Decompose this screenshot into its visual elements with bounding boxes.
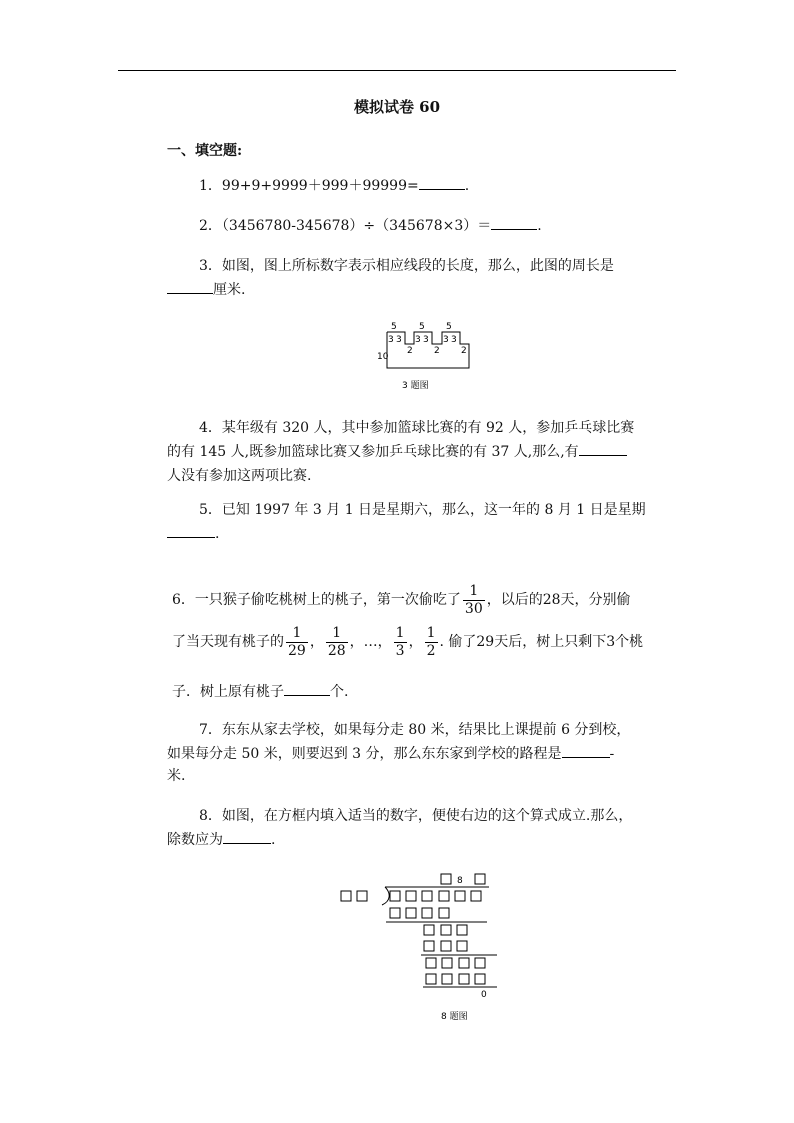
question-6-line-2	[172, 622, 643, 662]
q2-text: 2．（3456780-345678）÷（345678×3）＝	[199, 218, 492, 234]
q6-line1-a: 6．一只猴子偷吃桃树上的桃子，第一次偷吃了	[172, 592, 461, 608]
label-step-1c: 2	[407, 346, 413, 356]
question-7-line-1: 7．东东从家去学校，如果每分走 80 米，结果比上课提前 6 分到校，	[199, 722, 631, 738]
label-step-2b: 3	[423, 335, 429, 345]
quotient-box-1	[441, 874, 451, 884]
label-step-2c: 2	[434, 346, 440, 356]
answer-blank	[223, 829, 271, 844]
question-7-line-2	[167, 742, 614, 766]
q6-line3-b: 个.	[330, 684, 349, 700]
q6-sep3: ，	[408, 634, 423, 650]
answer-blank	[579, 441, 627, 456]
remainder-digit: 0	[481, 990, 487, 1000]
frac-den: 30	[464, 600, 483, 617]
figure-3-caption: 3 题图	[402, 381, 429, 391]
frac-den: 3	[395, 642, 405, 659]
q6-line3-a: 子．树上原有桃子	[172, 684, 284, 700]
frac-num: 1	[463, 583, 485, 601]
label-step-2a: 3	[415, 335, 421, 345]
label-top-3: 5	[446, 322, 452, 332]
q6-sep1: ，	[309, 634, 324, 650]
answer-blank	[562, 743, 610, 758]
label-top-1: 5	[391, 322, 397, 332]
label-top-2: 5	[419, 322, 425, 332]
q5-tail: .	[215, 526, 220, 542]
q3-tail: 厘米.	[213, 282, 246, 298]
frac-den: 29	[288, 642, 306, 659]
question-5-line-2	[167, 522, 219, 546]
question-6-line-3	[172, 680, 348, 704]
label-step-1b: 3	[396, 335, 402, 345]
figure-8-long-division	[335, 866, 510, 1026]
fraction-1-29	[286, 625, 308, 660]
q7-line2-text: 如果每分走 50 米，则要迟到 3 分，那么东东家到学校的路程是	[167, 746, 562, 762]
label-step-3c: 2	[461, 346, 467, 356]
answer-blank	[167, 279, 213, 294]
answer-blank	[167, 523, 215, 538]
q8-line2-text: 除数应为	[167, 832, 223, 848]
answer-blank	[284, 681, 330, 696]
question-3-line-2	[167, 278, 245, 302]
question-4-line-2	[167, 440, 627, 464]
q1-tail: .	[464, 178, 470, 194]
q6-sep2: ，…，	[349, 634, 392, 650]
question-4-line-3: 人没有参加这两项比赛.	[167, 468, 312, 484]
answer-blank	[419, 175, 465, 190]
fraction-1-30	[463, 583, 485, 618]
question-1	[199, 174, 469, 198]
question-7-line-3: 米.	[167, 768, 186, 784]
frac-num: 1	[395, 624, 405, 641]
question-2	[199, 214, 542, 238]
label-step-3b: 3	[451, 335, 457, 345]
label-left: 10	[377, 352, 389, 362]
section-heading: 一、填空题:	[167, 143, 243, 159]
fraction-1-3	[394, 625, 407, 660]
question-4-line-1: 4．某年级有 320 人，其中参加篮球比赛的有 92 人，参加乒乓球比赛	[199, 420, 635, 436]
question-5-line-1: 5．已知 1997 年 3 月 1 日是星期六，那么，这一年的 8 月 1 日是星期	[199, 502, 646, 518]
frac-den: 28	[327, 642, 346, 659]
q6-line1-b: ，以后的28天，分别偷	[486, 592, 631, 608]
divisor-box-1	[341, 891, 351, 901]
question-6-line-1	[172, 580, 631, 620]
figure-8-caption: 8 题图	[441, 1012, 468, 1022]
q6-line2-b: . 偷了29天后，树上只剩下3个桃	[439, 634, 644, 650]
top-rule	[118, 70, 676, 71]
quotient-box-3	[475, 874, 485, 884]
q4-line2-text: 的有 145 人,既参加篮球比赛又参加乒乓球比赛的有 37 人,那么,有	[167, 444, 579, 460]
q8-tail: .	[271, 832, 276, 848]
frac-num: 1	[326, 625, 348, 643]
question-8-line-2	[167, 828, 275, 852]
label-step-1a: 3	[388, 335, 394, 345]
q2-tail: .	[537, 218, 542, 234]
quotient-digit: 8	[457, 876, 463, 886]
figure-3-staircase	[360, 314, 480, 396]
frac-den: 2	[426, 642, 436, 659]
frac-num: 1	[286, 625, 308, 643]
answer-blank	[491, 215, 537, 230]
fraction-1-28	[326, 625, 348, 660]
page-title: 模拟试卷 60	[353, 98, 441, 116]
label-step-3a: 3	[443, 335, 449, 345]
q7-line2-tail: -	[609, 746, 615, 762]
fraction-1-2	[425, 625, 438, 660]
divisor-box-2	[357, 891, 367, 901]
division-bracket	[382, 887, 389, 905]
question-3-line-1: 3．如图，图上所标数字表示相应线段的长度，那么，此图的周长是	[199, 258, 614, 274]
frac-num: 1	[426, 624, 436, 641]
q1-text: 1．99+9+9999＋999＋99999=	[199, 178, 419, 194]
q6-line2-a: 了当天现有桃子的	[172, 634, 284, 650]
question-8-line-1: 8．如图，在方框内填入适当的数字，便使右边的这个算式成立.那么，	[199, 808, 633, 824]
